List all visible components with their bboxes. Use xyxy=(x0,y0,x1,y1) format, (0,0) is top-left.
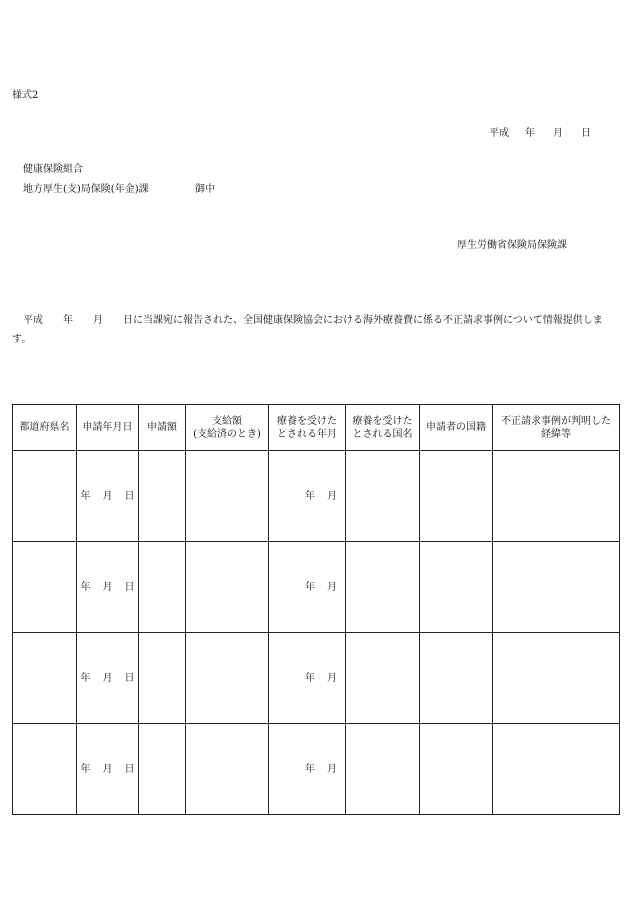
addressee-line1: 健康保険組合 xyxy=(23,164,83,175)
cell-month: 月 xyxy=(327,672,337,684)
table-cell[interactable] xyxy=(420,724,493,815)
table-cell[interactable] xyxy=(346,542,420,633)
cell-year: 年 xyxy=(305,581,315,593)
cell-month: 月 xyxy=(327,581,337,593)
table-cell[interactable] xyxy=(346,633,420,724)
table-cell[interactable] xyxy=(493,542,620,633)
table-cell[interactable] xyxy=(269,633,346,724)
cell-year: 年 xyxy=(80,581,91,593)
cell-year: 年 xyxy=(305,490,315,502)
cell-year: 年 xyxy=(80,490,91,502)
column-header: 療養を受けた とされる国名 xyxy=(346,405,420,451)
table-cell[interactable] xyxy=(420,451,493,542)
report-table xyxy=(12,404,620,815)
table-cell[interactable] xyxy=(346,724,420,815)
table-cell[interactable] xyxy=(346,451,420,542)
date-era: 平成 xyxy=(489,128,509,139)
table-row xyxy=(13,451,620,542)
table-cell[interactable] xyxy=(186,451,269,542)
table-cell[interactable] xyxy=(77,724,139,815)
table-cell[interactable] xyxy=(493,724,620,815)
table-cell[interactable] xyxy=(13,724,77,815)
table-cell[interactable] xyxy=(420,633,493,724)
table-cell[interactable] xyxy=(269,542,346,633)
column-header: 療養を受けた とされる年月 xyxy=(269,405,346,451)
table-cell[interactable] xyxy=(269,724,346,815)
cell-year: 年 xyxy=(80,672,91,684)
table-cell[interactable] xyxy=(493,451,620,542)
cell-day: 日 xyxy=(124,581,135,593)
column-header: 支給額 (支給済のとき) xyxy=(186,405,269,451)
table-cell[interactable] xyxy=(77,633,139,724)
column-header: 都道府県名 xyxy=(13,405,77,451)
date-line xyxy=(489,124,591,139)
table-cell[interactable] xyxy=(139,542,186,633)
cell-year: 年 xyxy=(305,763,315,775)
cell-day: 日 xyxy=(124,490,135,502)
table-cell[interactable] xyxy=(77,451,139,542)
body-paragraph xyxy=(12,311,620,349)
column-header: 申請者の国籍 xyxy=(420,405,493,451)
cell-month: 月 xyxy=(102,763,113,775)
table-row xyxy=(13,542,620,633)
table-cell[interactable] xyxy=(13,542,77,633)
cell-month: 月 xyxy=(327,490,337,502)
table-cell[interactable] xyxy=(420,542,493,633)
table-cell[interactable] xyxy=(186,724,269,815)
cell-month: 月 xyxy=(102,581,113,593)
column-header: 申請年月日 xyxy=(77,405,139,451)
table-row xyxy=(13,633,620,724)
date-month: 月 xyxy=(553,128,563,139)
table-cell[interactable] xyxy=(13,451,77,542)
table-cell[interactable] xyxy=(139,451,186,542)
body-year: 年 xyxy=(63,315,73,326)
cell-day: 日 xyxy=(124,672,135,684)
table-cell[interactable] xyxy=(139,724,186,815)
form-id: 様式2 xyxy=(12,90,39,101)
date-year: 年 xyxy=(525,128,535,139)
cell-month: 月 xyxy=(327,763,337,775)
body-text: 日に当課宛に報告された、全国健康保険協会における海外療養費に係る不正請求事例について情報提供します。 xyxy=(12,315,603,345)
cell-month: 月 xyxy=(102,672,113,684)
table-cell[interactable] xyxy=(493,633,620,724)
sender: 厚生労働省保険局保険課 xyxy=(457,240,567,251)
cell-day: 日 xyxy=(124,763,135,775)
addressee-line2: 地方厚生(支)局保険(年金)課 xyxy=(23,184,149,195)
cell-year: 年 xyxy=(305,672,315,684)
table-row xyxy=(13,724,620,815)
column-header: 申請額 xyxy=(139,405,186,451)
table-cell[interactable] xyxy=(77,542,139,633)
table-cell[interactable] xyxy=(13,633,77,724)
table-cell[interactable] xyxy=(186,542,269,633)
body-era: 平成 xyxy=(23,315,43,326)
body-month: 月 xyxy=(93,315,103,326)
table-cell[interactable] xyxy=(139,633,186,724)
table-cell[interactable] xyxy=(186,633,269,724)
date-day: 日 xyxy=(581,128,591,139)
cell-year: 年 xyxy=(80,763,91,775)
table-cell[interactable] xyxy=(269,451,346,542)
column-header: 不正請求事例が判明した 経緯等 xyxy=(493,405,620,451)
cell-month: 月 xyxy=(102,490,113,502)
addressee-honorific: 御中 xyxy=(195,184,215,195)
